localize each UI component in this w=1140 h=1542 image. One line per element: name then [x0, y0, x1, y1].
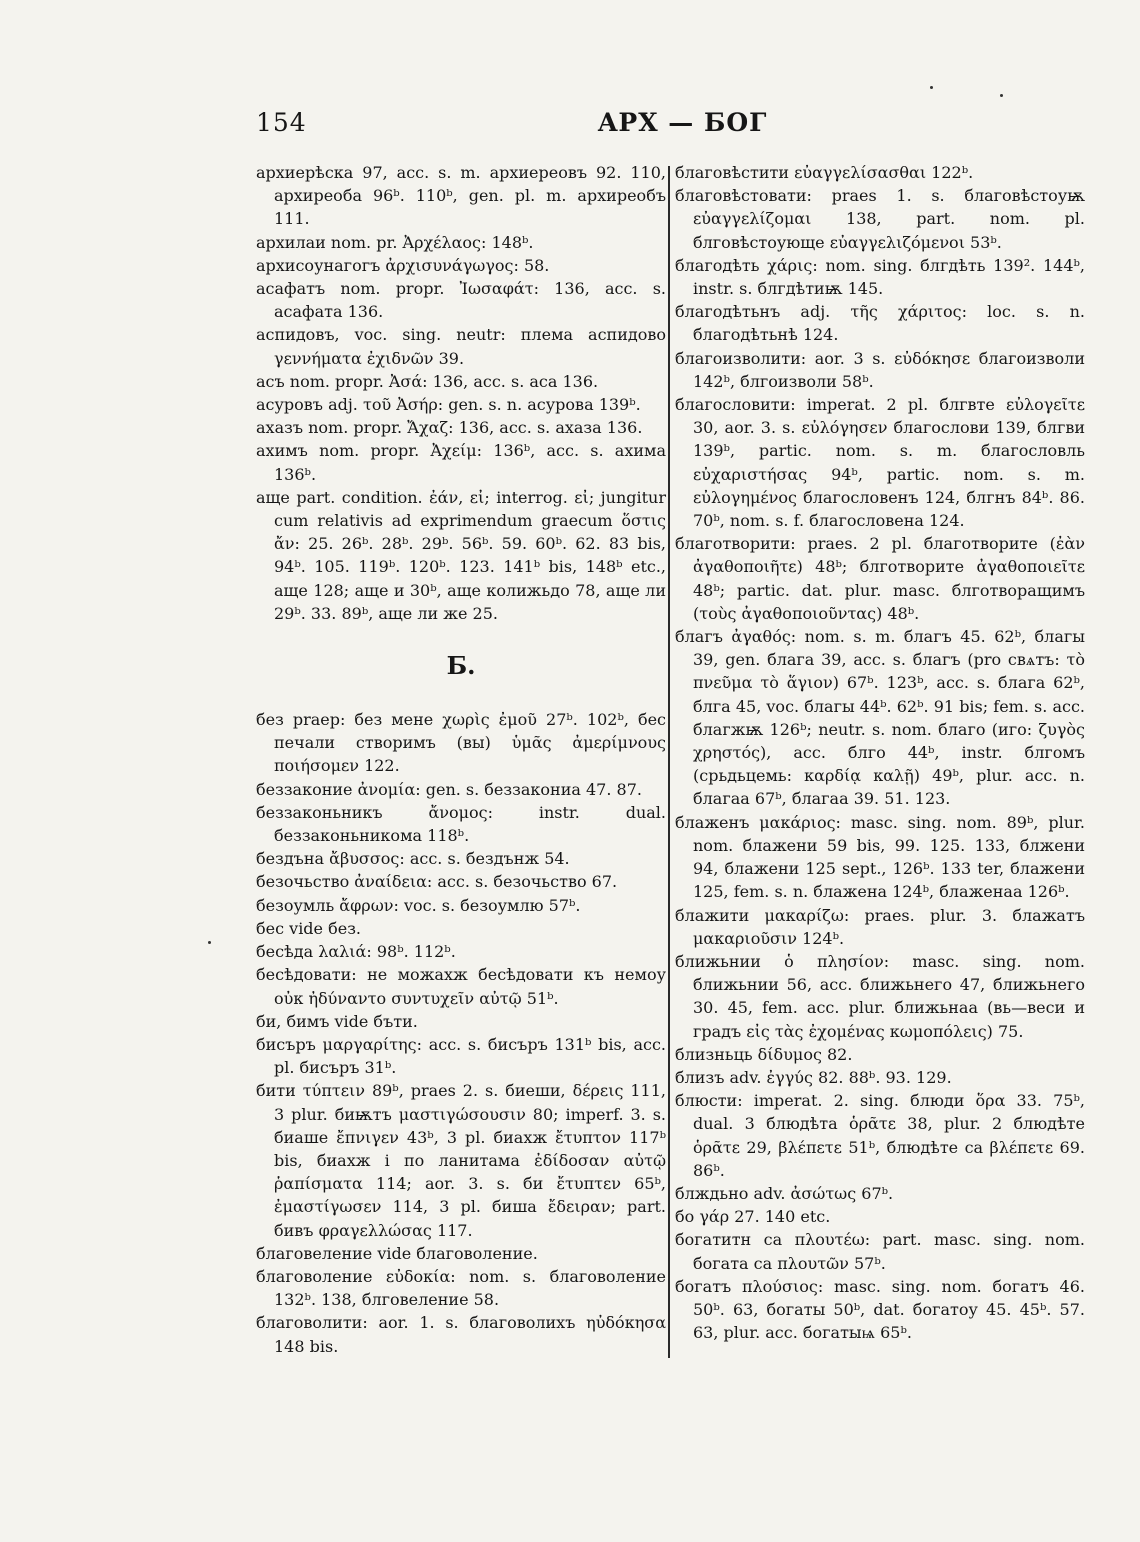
dictionary-entry: аспидовъ, voc. sing. neutr: плема аспидово γεννήματα ἐχιδνῶν 39.: [256, 325, 666, 368]
dictionary-entry: асафатъ nom. propr. Ἰωσαφάτ: 136, acc. s. асафата 136.: [256, 279, 666, 322]
running-head: ΑΡΧ — БОГ: [598, 108, 768, 137]
dictionary-entry: бо γάρ 27. 140 etc.: [675, 1207, 831, 1227]
dictionary-entry: би, бимъ vide бъти.: [256, 1011, 418, 1031]
column-divider: [668, 166, 670, 1358]
dictionary-entry: благотворити: praes. 2 pl. благотворите (ἐὰν ἀγαθοποιῆτε) 48ᵇ; блготворите ἀγαθοποιεῖτε 48ᵇ; partic. dat. plur. masc. блготворащимъ (τοὺς ἀγαθοποιοῦντας) 48ᵇ.: [675, 534, 1085, 623]
dictionary-entry: бесѣдовати: не можахж бесѣдовати къ немоу οὐκ ἠδύναντο συντυχεῖν αὐτῷ 51ᵇ.: [256, 965, 666, 1008]
dictionary-entry: благоволити: aor. 1. s. благоволихъ ηὐδόκησα 148 bis.: [256, 1313, 666, 1356]
dictionary-entry: благовѣстовати: praes 1. s. благовѣстоуѭ εὐαγγελίζομαι 138, part. nom. pl. блговѣстоующе εὐαγγελιζόμενοι 53ᵇ.: [675, 186, 1085, 252]
print-speck: [930, 86, 933, 89]
print-speck: [1000, 94, 1003, 97]
dictionary-entry: богатитн са πλουτέω: part. masc. sing. nom. богата са πλουτῶν 57ᵇ.: [675, 1230, 1085, 1273]
dictionary-entry: бисъръ μαργαρίτης: acc. s. бисъръ 131ᵇ bis, acc. pl. бисъръ 31ᵇ.: [256, 1034, 666, 1078]
dictionary-entry: благовѣстити εὐαγγελίσασθαι 122ᵇ.: [675, 163, 974, 182]
dictionary-entry: беззаконие ἀνομία: gen. s. беззакониа 47. 87.: [256, 779, 642, 799]
dictionary-entry: бездъна ἄβυσσος: acc. s. бездънж 54.: [256, 849, 570, 869]
letter-heading: Б.: [446, 651, 476, 681]
dictionary-entry: благъ ἀγαθός: nom. s. m. благъ 45. 62ᵇ, благы 39, gen. блага 39, acc. s. благъ (pro свѧтъ: τὸ πνεῦμα τὸ ἅγιον) 67ᵇ. 123ᵇ, acc. s. блага 62ᵇ, блга 45, voc. благы 44ᵇ. 62ᵇ. 91 bis; fem. s. acc. благжѭ 126ᵇ; neutr. s. nom. благо (иго: ζυγὸς χρηστός), acc. блго 44ᵇ, instr. блгомъ (срьдьцемь: καρδίᾳ καλῇ) 49ᵇ, plur. acc. n. благаа 67ᵇ, благаа 39. 51. 123.: [675, 627, 1085, 809]
dictionary-entry: богатъ πλούσιος: masc. sing. nom. богатъ 46. 50ᵇ. 63, богаты 50ᵇ, dat. богатоу 45. 45ᵇ. 57. 63, plur. acc. богатыѩ 65ᵇ.: [675, 1276, 1085, 1343]
dictionary-entry: бес vide без.: [256, 918, 362, 938]
dictionary-entry: архилаи nom. pr. Ἀρχέλαος: 148ᵇ.: [256, 232, 534, 252]
dictionary-entry: благоизволити: aor. 3 s. εὐδόκησε благоизволи 142ᵇ, блгоизволи 58ᵇ.: [675, 348, 1085, 391]
dictionary-entry: ахимъ nom. propr. Ἀχείμ: 136ᵇ, acc. s. ахима 136ᵇ.: [256, 441, 666, 484]
dictionary-entry: без praep: без мене χωρὶς ἐμοῦ 27ᵇ. 102ᵇ, бес печали створимъ (вы) ὑμᾶς ἀμερίμνους ποιήσομεν 122.: [256, 710, 666, 776]
dictionary-entry: асуровъ adj. τοῦ Ἀσήρ: gen. s. n. асурова 139ᵇ.: [256, 395, 641, 415]
dictionary-entry: архиерѣскa 97, acc. s. m. архиереовъ 92. 110, архиреоба 96ᵇ. 110ᵇ, gen. pl. m. архиреобъ 111.: [256, 163, 666, 229]
dictionary-entry: близньць δίδυμος 82.: [675, 1044, 853, 1064]
dictionary-entry: благодѣтьнъ adj. τῆς χάριτος: loc. s. n. благодѣтьнѣ 124.: [675, 302, 1085, 345]
dictionary-entry: бесѣда λαλιά: 98ᵇ. 112ᵇ.: [256, 942, 456, 962]
dictionary-entry: блажити μακαρίζω: praes. plur. 3. блажатъ μακαριοῦσιν 124ᵇ.: [675, 905, 1085, 948]
dictionary-entry: блаженъ μακάριος: masc. sing. nom. 89ᵇ, plur. nom. блажени 59 bis, 99. 125. 133, блжени 94, блажени 125 sept., 126ᵇ. 133 ter, блажени 125, fem. s. n. блажена 124ᵇ, блаженаа 126ᵇ.: [675, 812, 1085, 902]
dictionary-entry: ближьнии ὁ πλησίον: masc. sing. nom. ближьнии 56, acc. ближьнего 47, ближьнего 30. 45, fem. acc. plur. ближьнаа (вь—веси и градъ εἰς τὰς ἐχομένας κωμοπόλεις) 75.: [675, 951, 1085, 1041]
dictionary-entry: безоумль ἄφρων: voc. s. безоумлю 57ᵇ.: [256, 895, 581, 915]
dictionary-entry: безочьство ἀναίδεια: acc. s. безочьство 67.: [256, 872, 618, 892]
dictionary-entry: благовеление vide благоволение.: [256, 1243, 538, 1263]
dictionary-entry: бити τύπτειν 89ᵇ, praes 2. s. биеши, δέρεις 111, 3 plur. биѭтъ μαστιγώσουσιν 80; imperf. 3. s. биаше ἔπνιγεν 43ᵇ, 3 pl. биахж ἔτυπτον 117ᵇ bis, биахж і по ланитама ἐδίδοσαν αὐτῷ ῥαπίσματα 114; aor. 3. s. би ἔτυπτεν 65ᵇ, ἐμαστίγωσεν 114, 3 pl. биша ἔδειραν; part. бивъ φραγελλώσας 117.: [256, 1081, 666, 1240]
dictionary-entry: блюсти: imperat. 2. sing. блюди ὅρα 33. 75ᵇ, dual. 3 блюдѣта ὁρᾶτε 38, plur. 2 блюдѣте ὁρᾶτε 29, βλέπετε 51ᵇ, блюдѣте са βλέπετε 69. 86ᵇ.: [675, 1091, 1085, 1180]
right-column: [675, 161, 1085, 1344]
dictionary-entry: ахазъ nom. propr. Ἄχαζ: 136, acc. s. ахаза 136.: [256, 418, 643, 438]
dictionary-entry: аще part. condition. ἐάν, εἰ; interrog. εἰ; jungitur cum relativis ad exprimendum graecum ὅστις ἄν: 25. 26ᵇ. 28ᵇ. 29ᵇ. 56ᵇ. 59. 60ᵇ. 62. 83 bis, 94ᵇ. 105. 119ᵇ. 120ᵇ. 123. 141ᵇ bis, 148ᵇ etc., аще 128; аще и 30ᵇ, аще колижьдо 78, аще ли 29ᵇ. 33. 89ᵇ, аще ли же 25.: [256, 487, 666, 623]
dictionary-entry: благоволение εὐδοκία: nom. s. благоволение 132ᵇ. 138, блговеление 58.: [256, 1266, 666, 1310]
dictionary-entry: беззаконьникъ ἄνομος: instr. dual. беззаконьникома 118ᵇ.: [256, 802, 666, 846]
dictionary-entry: асъ nom. propr. Ἀσά: 136, acc. s. аса 136.: [256, 371, 599, 391]
dictionary-entry: благодѣть χάρις: nom. sing. блгдѣть 139². 144ᵇ, instr. s. блгдѣтиѭ 145.: [675, 255, 1085, 299]
dictionary-entry: благословити: imperat. 2 pl. блгвте εὐλογεῖτε 30, aor. 3. s. εὐλόγησεν благослови 139, блгви 139ᵇ, partic. nom. s. m. благословль εὐχαριστήσας 94ᵇ, partic. nom. s. m. εὐλογημένος благословенъ 124, блгнъ 84ᵇ. 86. 70ᵇ, nom. s. f. благословена 124.: [675, 395, 1085, 531]
dictionary-entry: близъ adv. ἐγγύς 82. 88ᵇ. 93. 129.: [675, 1067, 952, 1087]
dictionary-entry: блждьно adv. ἀσώτως 67ᵇ.: [675, 1183, 894, 1203]
left-column: [256, 161, 666, 1358]
dictionary-entry: архисоунагогъ ἀρχισυνάγωγος: 58.: [256, 255, 550, 275]
page-number: 154: [256, 108, 307, 137]
print-speck: [208, 941, 211, 944]
